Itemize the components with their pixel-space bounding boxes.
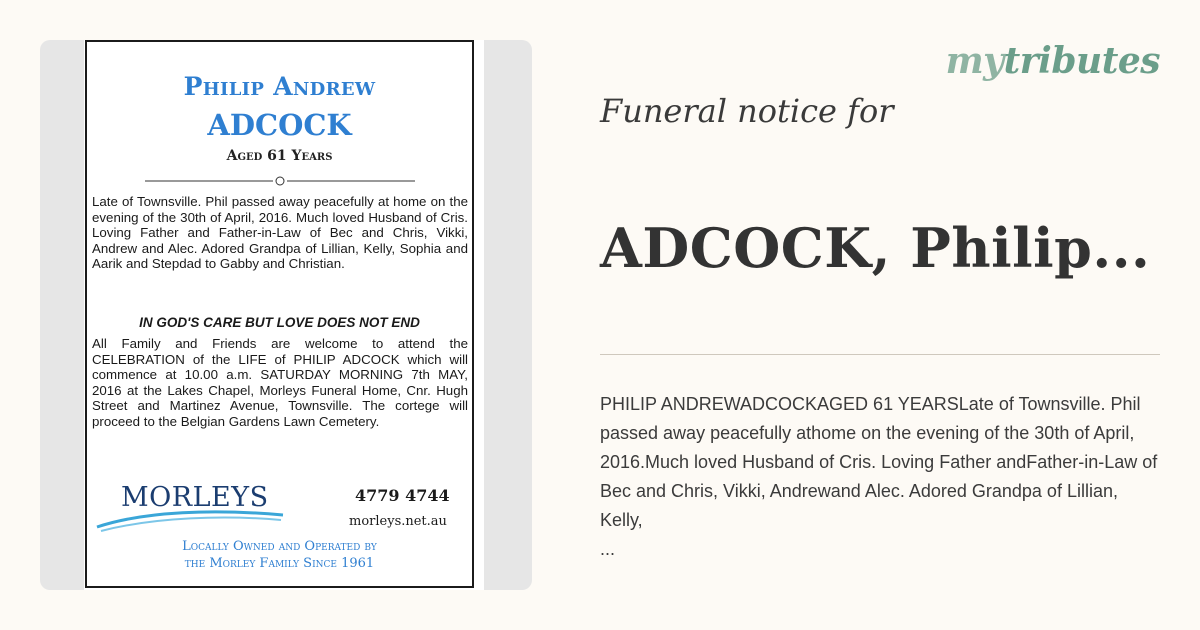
notice-locally-owned-line1: Locally Owned and Operated by xyxy=(182,539,377,554)
deceased-name: ADCOCK, Philip... xyxy=(600,216,1151,280)
brand-part-tributes: tributes xyxy=(1003,40,1160,82)
notice-border-box xyxy=(85,40,474,588)
notice-phone: 4779 4744 xyxy=(355,486,450,505)
notice-paper xyxy=(84,40,484,590)
divider-line xyxy=(600,354,1160,355)
mytributes-logo[interactable] xyxy=(946,40,1160,82)
page-headline: Funeral notice for xyxy=(600,92,894,130)
morleys-logo: MORLEYS xyxy=(121,482,269,513)
notice-body-paragraph-1: Late of Townsville. Phil passed away peacefully at home on the evening of the 30th of April, 2016. Much loved Husband of Cris. Loving Father and Father-in-Law of Bec and Chris, Vikki, Andrew and Alec. Adored Grandpa of Lillian, Kelly, Sophia and Aarik and Stepdad to Gabby and Christian. xyxy=(92,194,468,272)
excerpt-ellipsis: ... xyxy=(600,539,616,559)
notice-care-line: IN GOD'S CARE BUT LOVE DOES NOT END xyxy=(139,315,420,330)
wave-swoosh-icon xyxy=(95,507,285,533)
notice-excerpt: PHILIP ANDREWADCOCKAGED 61 YEARSLate of Townsville. Phil passed away peacefully athome on the evening of the 30th of April, 2016.Much loved Husband of Cris. Loving Father andFather-in-Law of Bec and Chris, Vikki, Andrewand Alec. Adored Grandpa of Lillian, Kelly, xyxy=(600,394,1158,530)
ornament-divider xyxy=(145,174,415,188)
notice-aged: Aged 61 Years xyxy=(226,148,333,164)
notice-name-line2: ADCOCK xyxy=(207,108,352,142)
notice-name-line1: Philip Andrew xyxy=(183,72,376,101)
brand-part-my: my xyxy=(945,40,1004,82)
notice-image-card[interactable] xyxy=(40,40,532,590)
notice-locally-owned-line2: the Morley Family Since 1961 xyxy=(184,556,375,571)
notice-body-paragraph-2: All Family and Friends are welcome to attend the CELEBRATION of the LIFE of PHILIP ADCOCK which will commence at 10.00 a.m. SATURDAY MORNING 7th MAY, 2016 at the Lakes Chapel, Morleys Funeral Home, Cnr. Hugh Street and Martinez Avenue, Townsville. The cortege will proceed to the Belgian Gardens Lawn Cemetery. xyxy=(92,336,468,429)
notice-website: morleys.net.au xyxy=(349,514,447,529)
